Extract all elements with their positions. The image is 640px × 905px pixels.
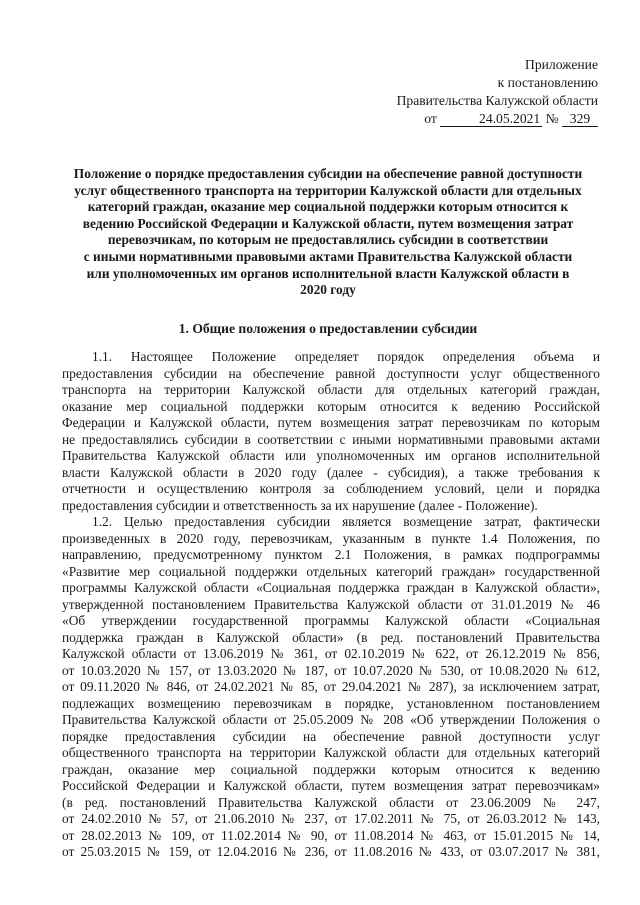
title-line: 2020 году <box>300 282 356 298</box>
text-line: оказание мер социальной поддержки которым относится к ведению Российской <box>62 398 600 414</box>
text-line: от 09.11.2020 № 846, от 24.02.2021 № 85, от 29.04.2021 № 287), за исключением затрат, <box>62 679 600 694</box>
document-title <box>58 166 598 299</box>
text-line: «Об утверждении государственной программы Калужской области «Социальная <box>62 613 600 628</box>
appendix-government: Правительства Калужской области <box>396 93 598 108</box>
text-line: 1.1. Настоящее Положение определяет порядок определения объема и <box>92 349 600 364</box>
text-line: отчетности и осуществлению контроля за соблюдением условий, цели и порядка <box>62 481 600 496</box>
text-line: программы Калужской области «Социальная поддержка граждан в Калужской области», <box>62 580 600 595</box>
resolution-number: 329 <box>562 112 598 127</box>
text-line: «Развитие мер социальной поддержки отдельных категорий граждан» государственной <box>62 563 600 579</box>
section-heading: 1. Общие положения о предоставлении субсидии <box>178 321 478 336</box>
body-text <box>62 349 600 861</box>
text-line: от 24.02.2010 № 57, от 21.06.2010 № 237, от 17.02.2011 № 75, от 26.03.2012 № 143, <box>62 811 600 826</box>
text-line: от 10.03.2020 № 157, от 13.03.2020 № 187, от 10.07.2020 № 530, от 10.08.2020 № 612, <box>62 662 600 678</box>
title-line: ведению Российской Федерации и Калужской области, путем возмещения затрат <box>82 215 574 231</box>
text-line: предоставления субсидии на обеспечение равной доступности услуг общественного <box>62 365 600 381</box>
text-line: общественного транспорта на территории Калужской области для отдельных категорий <box>62 745 600 760</box>
text-line: не предоставлялись субсидии в соответствии с иными нормативными правовыми актами <box>62 431 600 447</box>
text-line: направлению, предусмотренному пунктом 2.1 Положения, в рамках подпрограммы <box>62 547 600 562</box>
text-line: подлежащих возмещению перевозчикам в порядке, установленном постановлением <box>62 695 600 711</box>
text-line: предоставления субсидии и ответственность за их нарушение (далее - Положение). <box>62 497 538 513</box>
text-line: власти Калужской области в 2020 году (далее - субсидия), а также требования к <box>62 464 600 480</box>
text-line: порядке предоставления субсидии на обеспечение равной доступности услуг <box>62 728 600 744</box>
date-prefix: от <box>424 111 437 126</box>
appendix-block <box>397 56 598 128</box>
text-line: Правительства Калужской области от 25.05.2009 № 208 «Об утверждении Положения о <box>62 712 600 727</box>
title-line: услуг общественного транспорта на территории Калужской области для отдельных <box>74 182 582 198</box>
text-line: произведенных в 2020 году, перевозчикам, указанным в пункте 1.4 Положения, по <box>62 530 600 546</box>
resolution-date: 24.05.2021 <box>440 112 542 127</box>
text-line: Правительства Калужской области или уполномоченных им органов исполнительной <box>62 448 600 463</box>
text-line: Российской Федерации и Калужской области, путем возмещения затрат перевозчикам» <box>62 778 600 793</box>
appendix-date-number-line <box>397 110 598 128</box>
text-line: Калужской области от 13.06.2019 № 361, от 02.10.2019 № 622, от 26.12.2019 № 856, <box>62 646 600 661</box>
text-line: транспорта на территории Калужской области для отдельных категорий граждан, <box>62 382 600 397</box>
paragraph-1-2 <box>62 514 600 861</box>
text-line: Федерации и Калужской области, путем возмещения затрат перевозчикам по которым <box>62 415 600 430</box>
text-line: от 25.03.2015 № 159, от 12.04.2016 № 236, от 11.08.2016 № 433, от 03.07.2017 № 381, <box>62 844 600 859</box>
text-line: (в ред. постановлений Правительства Калужской области от 23.06.2009 № 247, <box>62 794 600 810</box>
title-line: перевозчикам, по которым не предоставлялись субсидии в соответствии <box>107 232 549 248</box>
text-line: 1.2. Целью предоставления субсидии является возмещение затрат, фактически <box>92 514 600 529</box>
paragraph-1-1 <box>62 349 600 514</box>
text-line: граждан, оказание мер социальной поддержки которым относится к ведению <box>62 761 600 777</box>
text-line: утвержденной постановлением Правительства Калужской области от 31.01.2019 № 46 <box>62 596 600 612</box>
appendix-to-resolution: к постановлению <box>497 75 598 90</box>
text-line: от 28.02.2013 № 109, от 11.02.2014 № 90, от 11.08.2014 № 463, от 15.01.2015 № 14, <box>62 827 600 843</box>
appendix-label: Приложение <box>525 57 598 72</box>
title-line: Положение о порядке предоставления субсидии на обеспечение равной доступности <box>73 166 583 181</box>
title-line: категорий граждан, оказание мер социальной поддержки которым относится к <box>87 199 569 215</box>
number-sign: № <box>545 111 559 126</box>
text-line: поддержка граждан в Калужской области» (в ред. постановлений Правительства <box>62 629 600 645</box>
title-line: с иными нормативными правовыми актами Правительства Калужской области <box>83 248 573 264</box>
title-line: или уполномоченных им органов исполнительной власти Калужской области в <box>86 265 570 281</box>
